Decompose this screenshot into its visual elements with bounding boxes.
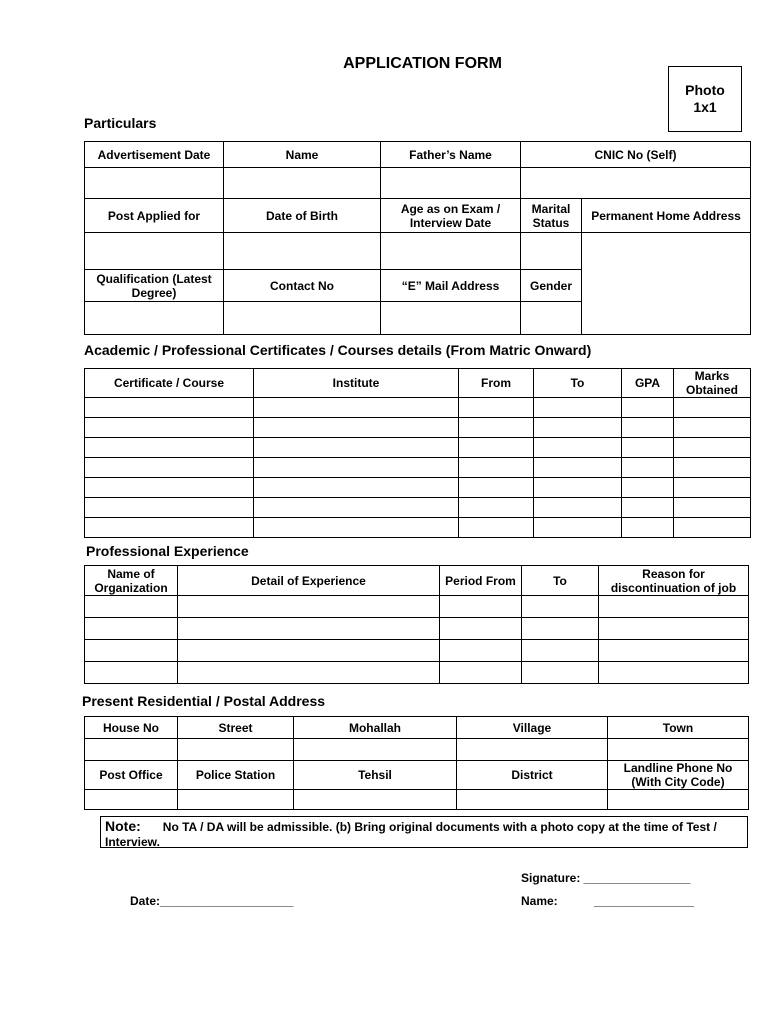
field-landline[interactable]: [608, 790, 749, 810]
cell[interactable]: [254, 498, 459, 518]
table-row: [85, 438, 751, 458]
cell[interactable]: [674, 458, 751, 478]
field-qualification[interactable]: [85, 302, 224, 335]
cell[interactable]: [522, 640, 599, 662]
field-tehsil[interactable]: [294, 790, 457, 810]
cell[interactable]: [522, 662, 599, 684]
field-house-no[interactable]: [85, 739, 178, 761]
name-label: Name:: [521, 894, 558, 908]
cell[interactable]: [178, 640, 440, 662]
table-row: [85, 398, 751, 418]
cell[interactable]: [178, 596, 440, 618]
header-street: Street: [178, 717, 294, 739]
cell[interactable]: [674, 438, 751, 458]
experience-table: [84, 565, 749, 684]
field-marital-status[interactable]: [521, 233, 582, 270]
table-row: [85, 458, 751, 478]
header-mohallah: Mohallah: [294, 717, 457, 739]
cell[interactable]: [622, 418, 674, 438]
header-to: To: [534, 369, 622, 398]
cell[interactable]: [85, 596, 178, 618]
cell[interactable]: [459, 458, 534, 478]
cell[interactable]: [85, 662, 178, 684]
header-cnic: CNIC No (Self): [521, 142, 751, 168]
cell[interactable]: [674, 498, 751, 518]
cell[interactable]: [674, 398, 751, 418]
cell[interactable]: [674, 478, 751, 498]
cell[interactable]: [85, 518, 254, 538]
cell[interactable]: [534, 498, 622, 518]
cell[interactable]: [440, 596, 522, 618]
header-village: Village: [457, 717, 608, 739]
photo-box[interactable]: [668, 66, 742, 132]
header-landline: Landline Phone No (With City Code): [608, 761, 749, 790]
header-to: To: [522, 566, 599, 596]
photo-label: Photo: [685, 82, 725, 98]
cell[interactable]: [674, 518, 751, 538]
header-marital-status: Marital Status: [521, 199, 582, 233]
header-fathers-name: Father’s Name: [381, 142, 521, 168]
cell[interactable]: [599, 640, 749, 662]
cell[interactable]: [622, 478, 674, 498]
cell[interactable]: [254, 458, 459, 478]
cell[interactable]: [440, 662, 522, 684]
header-period-from: Period From: [440, 566, 522, 596]
cell[interactable]: [674, 418, 751, 438]
particulars-table: [84, 141, 751, 335]
form-title: APPLICATION FORM: [343, 55, 502, 72]
header-age: Age as on Exam / Interview Date: [381, 199, 521, 233]
cell[interactable]: [459, 438, 534, 458]
cell[interactable]: [522, 596, 599, 618]
cell[interactable]: [85, 418, 254, 438]
cell[interactable]: [622, 398, 674, 418]
cell[interactable]: [534, 478, 622, 498]
field-email[interactable]: [381, 302, 521, 335]
cell[interactable]: [534, 518, 622, 538]
cell[interactable]: [440, 640, 522, 662]
header-email: “E” Mail Address: [381, 270, 521, 302]
table-row: [85, 498, 751, 518]
header-police-station: Police Station: [178, 761, 294, 790]
cell[interactable]: [85, 618, 178, 640]
cell[interactable]: [522, 618, 599, 640]
cell[interactable]: [599, 662, 749, 684]
header-permanent-address: Permanent Home Address: [582, 199, 751, 233]
field-post-applied[interactable]: [85, 233, 224, 270]
particulars-heading: Particulars: [84, 115, 157, 131]
header-detail: Detail of Experience: [178, 566, 440, 596]
table-row: [85, 418, 751, 438]
field-advertisement-date[interactable]: [85, 168, 224, 199]
header-marks: Marks Obtained: [674, 369, 751, 398]
cell[interactable]: [85, 438, 254, 458]
cell[interactable]: [85, 478, 254, 498]
cell[interactable]: [85, 458, 254, 478]
cell[interactable]: [534, 418, 622, 438]
signature-field[interactable]: Signature: ________________: [521, 871, 691, 885]
cell[interactable]: [254, 478, 459, 498]
cell[interactable]: [178, 662, 440, 684]
table-row: [85, 640, 749, 662]
cell[interactable]: [459, 478, 534, 498]
cell[interactable]: [85, 498, 254, 518]
header-certificate: Certificate / Course: [85, 369, 254, 398]
address-heading: Present Residential / Postal Address: [82, 693, 326, 709]
header-town: Town: [608, 717, 749, 739]
header-name: Name: [224, 142, 381, 168]
name-field[interactable]: _______________: [594, 894, 695, 908]
cell[interactable]: [534, 438, 622, 458]
academic-table: [84, 368, 751, 538]
date-field[interactable]: Date:____________________: [130, 894, 294, 908]
field-street[interactable]: [178, 739, 294, 761]
cell[interactable]: [599, 596, 749, 618]
header-house-no: House No: [85, 717, 178, 739]
header-gpa: GPA: [622, 369, 674, 398]
address-table: [84, 716, 749, 810]
cell[interactable]: [459, 518, 534, 538]
field-post-office[interactable]: [85, 790, 178, 810]
cell[interactable]: [254, 418, 459, 438]
field-name[interactable]: [224, 168, 381, 199]
header-qualification: Qualification (Latest Degree): [85, 270, 224, 302]
field-date-of-birth[interactable]: [224, 233, 381, 270]
header-institute: Institute: [254, 369, 459, 398]
note-label: Note:: [105, 818, 141, 834]
cell[interactable]: [622, 458, 674, 478]
field-mohallah[interactable]: [294, 739, 457, 761]
header-date-of-birth: Date of Birth: [224, 199, 381, 233]
cell[interactable]: [459, 398, 534, 418]
cell[interactable]: [85, 398, 254, 418]
header-post-applied: Post Applied for: [85, 199, 224, 233]
note-box: [100, 816, 748, 848]
field-cnic[interactable]: [521, 168, 751, 199]
cell[interactable]: [622, 438, 674, 458]
field-contact-no[interactable]: [224, 302, 381, 335]
note-text: No TA / DA will be admissible. (b) Bring original documents with a photo copy at the time of Test / Interview.: [105, 820, 717, 849]
cell[interactable]: [254, 438, 459, 458]
cell[interactable]: [254, 518, 459, 538]
table-row: [85, 618, 749, 640]
cell[interactable]: [622, 498, 674, 518]
cell[interactable]: [254, 398, 459, 418]
table-row: [85, 518, 751, 538]
field-district[interactable]: [457, 790, 608, 810]
header-district: District: [457, 761, 608, 790]
table-row: [85, 596, 749, 618]
field-gender[interactable]: [521, 302, 582, 335]
header-reason: Reason for discontinuation of job: [599, 566, 749, 596]
header-organization: Name of Organization: [85, 566, 178, 596]
academic-heading: Academic / Professional Certificates / Courses details (From Matric Onward): [84, 342, 592, 358]
cell[interactable]: [622, 518, 674, 538]
field-fathers-name[interactable]: [381, 168, 521, 199]
header-from: From: [459, 369, 534, 398]
cell[interactable]: [534, 398, 622, 418]
cell[interactable]: [459, 498, 534, 518]
photo-size: 1x1: [693, 99, 717, 115]
table-row: [85, 478, 751, 498]
cell[interactable]: [85, 640, 178, 662]
header-gender: Gender: [521, 270, 582, 302]
header-post-office: Post Office: [85, 761, 178, 790]
field-village[interactable]: [457, 739, 608, 761]
header-advertisement-date: Advertisement Date: [85, 142, 224, 168]
field-police-station[interactable]: [178, 790, 294, 810]
field-age[interactable]: [381, 233, 521, 270]
cell[interactable]: [599, 618, 749, 640]
field-permanent-address[interactable]: [582, 233, 751, 335]
cell[interactable]: [178, 618, 440, 640]
cell[interactable]: [440, 618, 522, 640]
header-contact-no: Contact No: [224, 270, 381, 302]
cell[interactable]: [459, 418, 534, 438]
header-tehsil: Tehsil: [294, 761, 457, 790]
experience-heading: Professional Experience: [86, 543, 249, 559]
table-row: [85, 662, 749, 684]
cell[interactable]: [534, 458, 622, 478]
field-town[interactable]: [608, 739, 749, 761]
